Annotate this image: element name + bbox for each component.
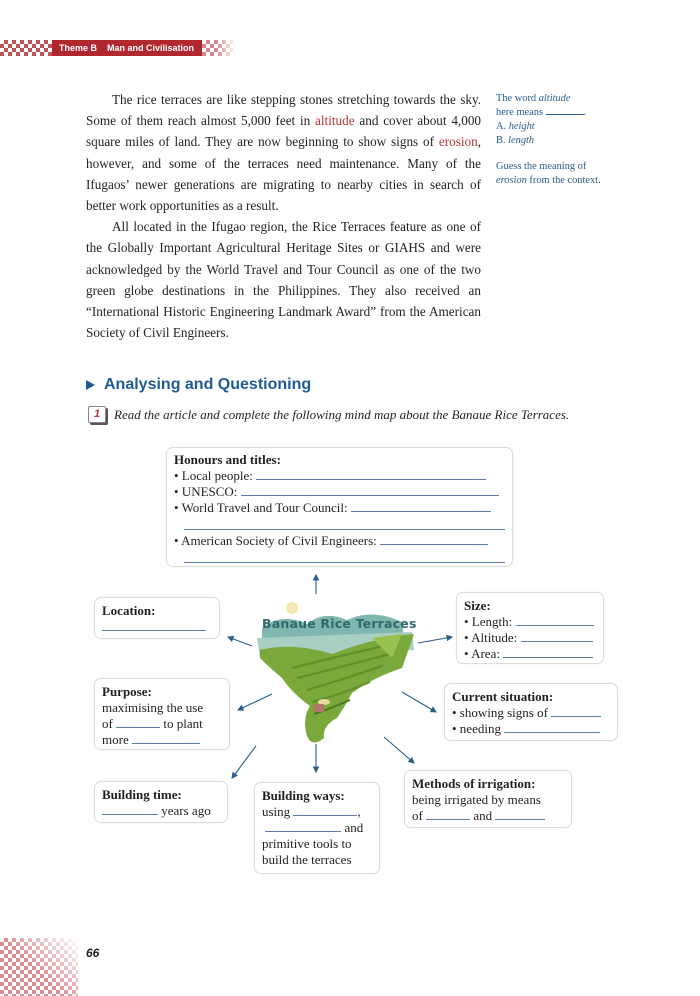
article-paragraph-2: All located in the Ifugao region, the Rice Terraces feature as one of the Globally Important Agricultural Heritage Sites or GIAHS and were acknowledged by the World Travel and Tour Council as one of the two green globe destinations in the Philippines. They also received an “International Historic Engineering Landmark Award” from the American Society of Civil Engineers. — [86, 219, 481, 341]
answer-blank[interactable] — [380, 533, 488, 545]
building-ways-title: Building ways: — [262, 788, 345, 803]
current-situation-box — [444, 683, 618, 741]
answer-blank[interactable] — [426, 808, 470, 820]
building-time-title: Building time: — [102, 787, 182, 802]
highlight-altitude: altitude — [315, 113, 355, 129]
theme-title: Man and Civilisation — [107, 43, 195, 53]
current-situation-item: • needing — [452, 721, 501, 736]
answer-blank[interactable] — [551, 705, 601, 717]
answer-blank[interactable] — [184, 551, 505, 563]
section-title-text: Analysing and Questioning — [104, 376, 312, 393]
answer-blank[interactable] — [504, 721, 600, 733]
answer-blank[interactable] — [495, 808, 545, 820]
answer-blank[interactable] — [516, 614, 594, 626]
size-item: • Altitude: — [464, 630, 518, 645]
answer-blank[interactable] — [132, 732, 200, 744]
answer-blank[interactable] — [256, 468, 486, 480]
honours-item: • UNESCO: — [174, 484, 238, 499]
building-ways-text: and — [344, 820, 364, 835]
option-label: A. — [496, 121, 509, 132]
highlight-erosion: erosion — [438, 134, 478, 150]
theme-label: Theme B — [59, 43, 98, 53]
answer-blank[interactable] — [546, 106, 584, 115]
size-item: • Area: — [464, 646, 500, 661]
answer-blank[interactable] — [521, 630, 593, 642]
article-body — [86, 89, 481, 343]
note-text: The word — [496, 93, 539, 104]
building-ways-text: using — [262, 804, 291, 819]
purpose-text: to plant — [163, 716, 203, 731]
size-box — [456, 592, 604, 664]
task-instruction-text: Read the article and complete the following mind map about the Banaue Rice Terraces. — [114, 406, 570, 422]
text-segment: , however, and some of the terraces need maintenance. Many of the Ifugaos’ newer generations are migrating to nearby cities in search of better work opportunities as a result. — [86, 134, 481, 214]
answer-blank[interactable] — [102, 619, 206, 631]
answer-blank[interactable] — [503, 646, 593, 658]
article-paragraph-1 — [86, 89, 481, 216]
building-ways-text: primitive tools to — [262, 836, 352, 851]
section-heading — [86, 376, 311, 394]
center-label: Banaue Rice Terraces — [262, 616, 417, 631]
purpose-title: Purpose: — [102, 684, 152, 699]
location-box — [94, 597, 220, 639]
irrigation-box — [404, 770, 572, 828]
size-item: • Length: — [464, 614, 513, 629]
building-ways-text: build the terraces — [262, 852, 352, 867]
purpose-text: more — [102, 732, 129, 747]
triangle-bullet-icon — [86, 380, 95, 390]
note-word: erosion — [496, 175, 527, 186]
page-number: 66 — [86, 946, 100, 960]
building-ways-text: , — [357, 804, 361, 819]
theme-header — [52, 40, 202, 56]
size-title: Size: — [464, 598, 491, 613]
margin-note-altitude: The word altitude here means . A. height B. length — [496, 93, 587, 146]
purpose-box — [94, 678, 230, 750]
option-b[interactable]: length — [508, 135, 535, 146]
header-decoration-right — [202, 40, 236, 56]
task-instruction — [88, 406, 569, 423]
purpose-text: of — [102, 716, 113, 731]
footer-decoration — [0, 938, 78, 996]
building-time-text: years ago — [161, 803, 211, 818]
honours-item: • Local people: — [174, 468, 253, 483]
answer-blank[interactable] — [241, 484, 499, 496]
answer-blank[interactable] — [351, 500, 491, 512]
honours-title: Honours and titles: — [174, 452, 281, 467]
irrigation-text: being irrigated by means — [412, 792, 541, 807]
honours-item: • World Travel and Tour Council: — [174, 500, 348, 515]
note-text: here means — [496, 107, 544, 118]
honours-item: • American Society of Civil Engineers: — [174, 533, 377, 548]
irrigation-text: and — [473, 808, 493, 823]
option-a[interactable]: height — [508, 121, 535, 132]
header-decoration-left — [0, 40, 52, 56]
task-number-badge: 1 — [88, 406, 106, 423]
answer-blank[interactable] — [293, 804, 357, 816]
building-time-box — [94, 781, 228, 823]
margin-note-erosion — [496, 160, 626, 188]
honours-box — [166, 447, 513, 567]
location-title: Location: — [102, 603, 156, 618]
answer-blank[interactable] — [184, 518, 505, 530]
answer-blank[interactable] — [102, 803, 158, 815]
purpose-text: maximising the use — [102, 700, 204, 715]
answer-blank[interactable] — [116, 716, 160, 728]
text-segment: and cover about 4,000 square miles of land. They are now beginning to show signs of — [86, 113, 482, 150]
answer-blank[interactable] — [265, 820, 341, 832]
current-situation-title: Current situation: — [452, 689, 554, 704]
note-text: from the context. — [526, 175, 601, 186]
building-ways-box — [254, 782, 380, 874]
irrigation-title: Methods of irrigation: — [412, 776, 536, 791]
irrigation-text: of — [412, 808, 423, 823]
text-segment: The rice terraces are like stepping stones stretching towards the sky. Some of them reach almost 5,000 feet in — [86, 92, 481, 129]
current-situation-item: • showing signs of — [452, 705, 548, 720]
note-text: Guess the meaning of — [496, 161, 587, 172]
note-word: altitude — [538, 93, 571, 104]
option-label: B. — [496, 135, 509, 146]
